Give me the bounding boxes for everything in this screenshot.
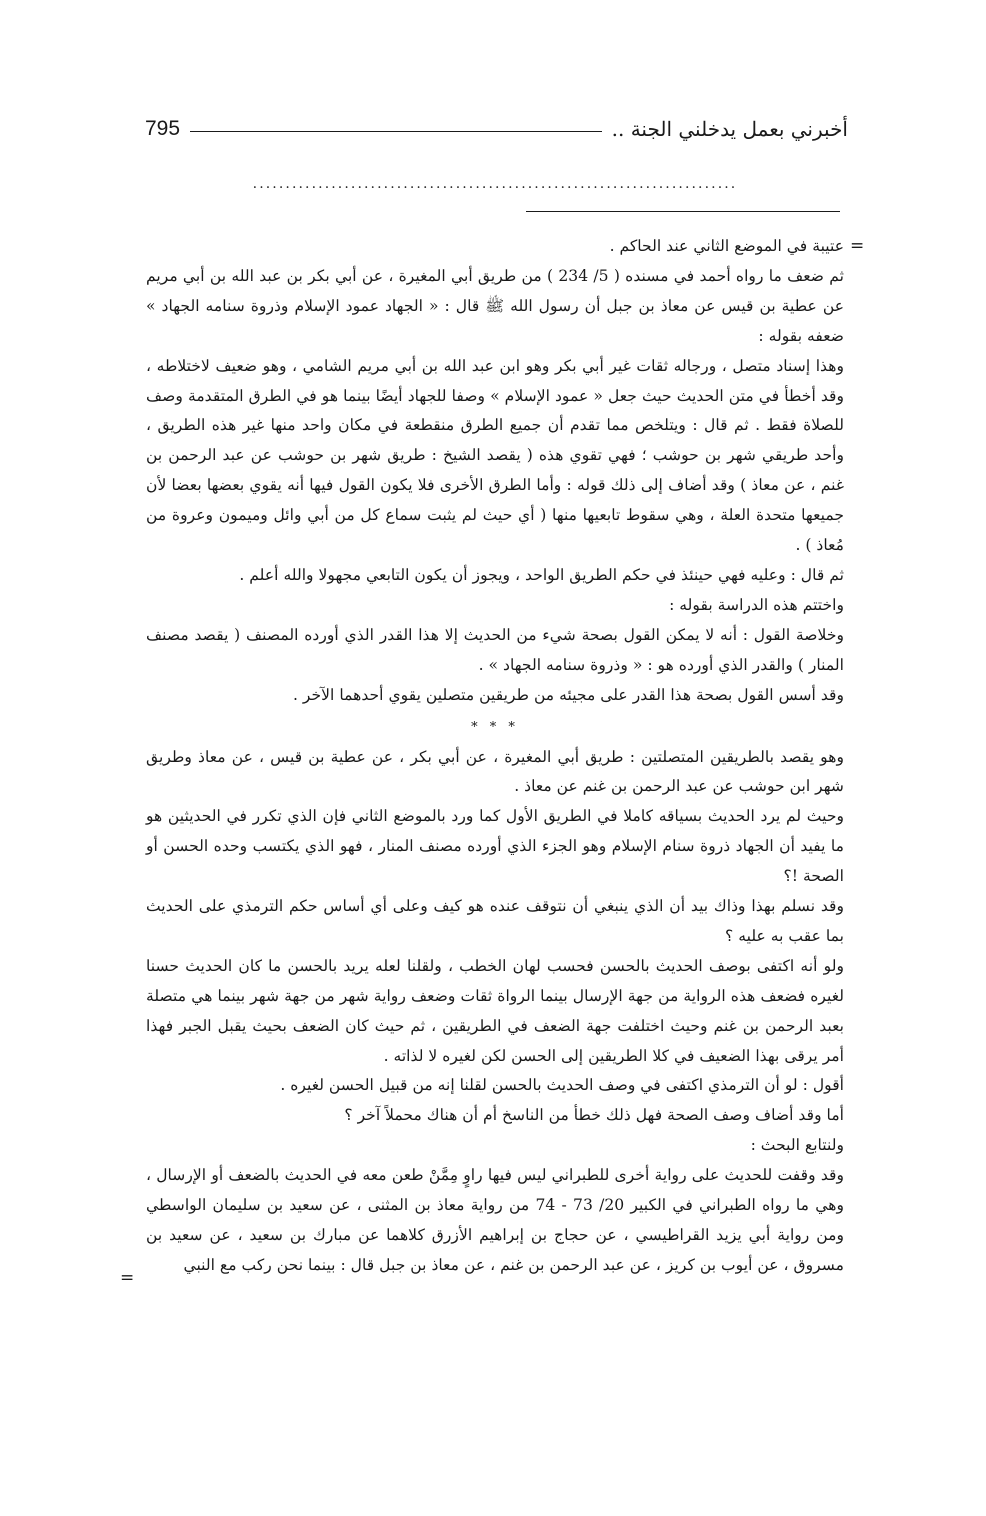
continuation-mark-top: = <box>850 236 865 256</box>
section-separator: * * * <box>471 719 519 735</box>
paragraph: وهو يقصد بالطريقين المتصلتين : طريق أبي المغيرة ، عن أبي بكر ، عن عطية بن قيس ، عن معاذ وطريق شهر ابن حوشب عن عبد الرحمن بن غنم عن معاذ . <box>146 747 844 796</box>
paragraph: وخلاصة القول : أنه لا يمكن القول بصحة شيء من الحديث إلا هذا القدر الذي أورده المصنف ( يقصد مصنف المنار ) والقدر الذي أورده هو : « وذروة سنامه الجهاد » . <box>146 625 844 674</box>
paragraph: أما وقد أضاف وصف الصحة فهل ذلك خطأ من الناسخ أم أن هناك محملاً آخر ؟ <box>344 1106 844 1125</box>
paragraph: وهذا إسناد متصل ، ورجاله ثقات غير أبي بكر وهو ابن عبد الله بن أبي مريم الشامي ، وهو ضعيف لاختلاطه ، وقد أخطأ في متن الحديث حيث جعل « عمود الإسلام » وصفا للجهاد أيضًا بينما هو في الطرق المتقدمة وصف للصلاة فقط . ثم قال : ويتلخص مما تقدم أن جميع الطرق منقطعة في مكان واحد منها غير هذه الطريق ، وأحد طريقي شهر بن حوشب ؛ فهي تقوي هذه ( يقصد الشيخ : طريق شهر بن حوشب عن عبد الرحمن بن غنم ، عن معاذ ) وقد أضاف إلى ذلك قوله : وأما الطرق الأخرى فلا يكون القول فيها أنه يقوي بعضها بعضا لأن جميعها متحدة العلة ، وهي سقوط تابعيها منها ( أي حيث لم يثبت سماع كل من أبي وائل وميمون وعروة من مُعاذ ) . <box>146 356 844 555</box>
running-title: أخبرني بعمل يدخلني الجنة .. <box>611 117 848 141</box>
paragraph: ثم ضعف ما رواه أحمد في مسنده ( 5/ 234 ) من طريق أبي المغيرة ، عن أبي بكر بن عبد الله بن أبي مريم عن عطية بن قيس عن معاذ بن جبل أن رسول الله ﷺ قال : « الجهاد عمود الإسلام وذروة سنامه الجهاد » ضعفه بقوله : <box>146 266 844 345</box>
paragraph: وحيث لم يرد الحديث بسياقه كاملا في الطريق الأول كما ورد بالموضع الثاني فإن الذي تكرر في الحديثين هو ما يفيد أن الجهاد ذروة سنام الإسلام وهو الجزء الذي أورده مصنف المنار ، فهو الذي يكتسب وحده الحسن أو الصحة !؟ <box>146 807 844 886</box>
page-number: 795 <box>145 117 181 140</box>
paragraph: واختتم هذه الدراسة بقوله : <box>669 595 844 614</box>
paragraph: أقول : لو أن الترمذي اكتفى في وصف الحديث بالحسن لقلنا إنه من قبيل الحسن لغيره . <box>280 1076 844 1095</box>
paragraph: ولنتابع البحث : <box>750 1136 844 1155</box>
paragraph: وقد نسلم بهذا وذاك بيد أن الذي ينبغي أن نتوقف عنده هو كيف وعلى أي أساس حكم الترمذي على الحديث بما عقب به عليه ؟ <box>146 897 844 945</box>
page-header <box>145 112 848 146</box>
paragraph: ولو أنه اكتفى بوصف الحديث بالحسن فحسب لهان الخطب ، ولقلنا لعله يريد بالحسن ما كان الحديث حسنا لغيره فضعف هذه الرواية من جهة الإرسال بينما الرواة ثقات وضعف رواية شهر من جهة شهر بينما هي متصلة بعبد الرحمن بن غنم وحيث اختلفت جهة الضعف في الطريقين ، ثم حيث كان الضعف بحيث يقبل الجبر فهذا أمر يرقى بهذا الضعيف في كلا الطريقين إلى الحسن لكن لغيره لا لذاته . <box>146 956 844 1065</box>
paragraph: ثم قال : وعليه فهي حينئذ في حكم الطريق الواحد ، ويجوز أن يكون التابعي مجهولا والله أعلم . <box>239 565 844 584</box>
continuation-mark-bottom: = <box>120 1268 135 1288</box>
dotted-line: .......................................................................... <box>252 176 738 192</box>
footnote-body <box>146 232 844 1281</box>
paragraph: وقد أسس القول بصحة هذا القدر على مجيئه من طريقين متصلين يقوي أحدهما الآخر . <box>293 685 844 704</box>
footnote-rule <box>526 211 840 212</box>
paragraph: وقد وقفت للحديث على رواية أخرى للطبراني ليس فيها راوٍ مِمَّنْ طعن معه في الحديث بالضعف أو الإرسال ، وهي ما رواه الطبراني في الكبير 20/ 73 - 74 من رواية معاذ بن المثنى ، عن سعيد بن سليمان الواسطي ومن رواية أبي يزيد القراطيسي ، عن حجاج بن إبراهيم الأزرق كلاهما عن مبارك بن سعيد ، عن سعيد بن مسروق ، عن أيوب بن كريز ، عن عبد الرحمن بن غنم ، عن معاذ بن جبل قال : بينما نحن ركب مع النبي <box>146 1166 844 1274</box>
header-rule <box>190 131 602 132</box>
paragraph: عتيبة في الموضع الثاني عند الحاكم . <box>609 237 844 255</box>
